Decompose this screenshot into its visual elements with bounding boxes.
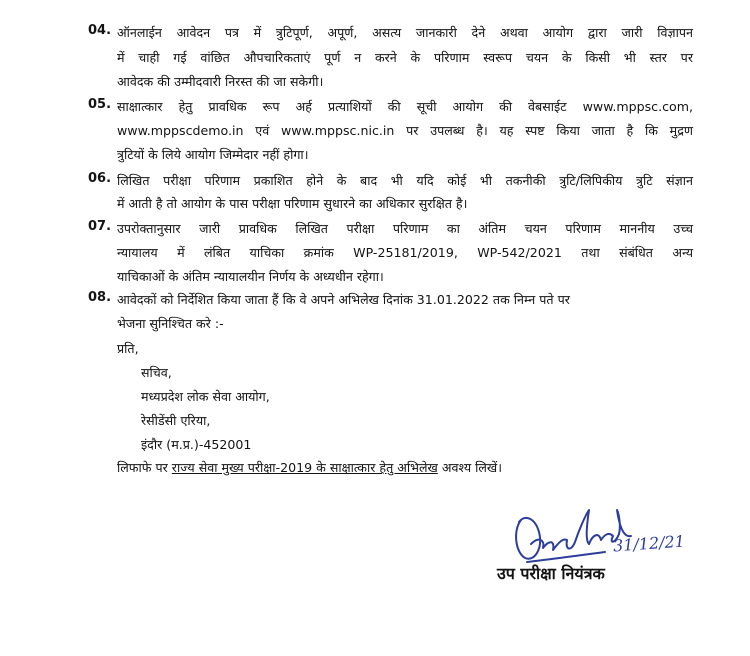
item-04-line-3: आवेदक की उम्मीदवारी निरस्त की जा सकेगी।: [117, 74, 324, 89]
envelope-underlined-text: राज्य सेवा मुख्य परीक्षा-2019 के साक्षात्कार हेतु अभिलेख: [171, 460, 438, 475]
envelope-suffix: अवश्य लिखें।: [437, 460, 503, 475]
item-04-line-2: में चाही गई वांछित औपचारिकताएं पूर्ण न करने के परिणाम स्वरूप चयन के किसी भी स्तर पर: [117, 50, 693, 65]
address-salutation: प्रति,: [117, 341, 139, 356]
address-line: सचिव,: [141, 365, 172, 380]
item-07-line-3: याचिकाओं के अंतिम न्यायालयीन निर्णय के अध्यधीन रहेगा।: [117, 269, 384, 284]
address-line: रेसीडेंसी एरिया,: [141, 413, 211, 428]
item-05-line-1: साक्षात्कार हेतु प्रावधिक रूप अर्ह प्रत्याशियों की सूची आयोग की वेबसाईट www.mppsc.com,: [117, 99, 693, 114]
envelope-prefix: लिफाफे पर: [117, 460, 172, 475]
item-06-line-2: में आती है तो आयोग के पास परीक्षा परिणाम सुधारने का अधिकार सुरक्षित है।: [117, 196, 468, 211]
designation: उप परीक्षा नियंत्रक: [497, 564, 605, 583]
signature-date: 31/12/21: [612, 531, 686, 556]
item-number: 07.: [88, 219, 112, 234]
item-07-line-1: उपरोक्तानुसार जारी प्रावधिक लिखित परीक्षा परिणाम का अंतिम चयन परिणाम माननीय उच्च: [117, 221, 693, 236]
item-04-line-1: ऑनलाईन आवेदन पत्र में त्रुटिपूर्ण, अपूर्ण, असत्य जानकारी देने अथवा आयोग द्वारा जारी विज्ञापन: [117, 25, 693, 40]
address-line: इंदौर (म.प्र.)-452001: [141, 437, 252, 452]
item-07-line-2: न्यायालय में लंबित याचिका क्रमांक WP-25181/2019, WP-542/2021 तथा संबंधित अन्य: [117, 245, 693, 260]
item-08-line-1: आवेदकों को निर्देशित किया जाता हैं कि वे अपने अभिलेख दिनांक 31.01.2022 तक निम्न पते पर: [117, 292, 570, 307]
item-number: 04.: [88, 23, 112, 38]
item-08-line-2: भेजना सुनिश्चित करे :-: [117, 316, 224, 331]
item-05-line-3: त्रुटियों के लिये आयोग जिम्मेदार नहीं होगा।: [117, 147, 309, 162]
item-number: 05.: [88, 97, 112, 112]
item-05-line-2: www.mppscdemo.in एवं www.mppsc.nic.in पर उपलब्ध है। यह स्पष्ट किया जाता है कि मुद्रण: [117, 123, 693, 138]
item-number: 06.: [88, 171, 112, 186]
address-line: मध्यप्रदेश लोक सेवा आयोग,: [141, 389, 270, 404]
envelope-note: [117, 459, 502, 476]
item-number: 08.: [88, 290, 112, 305]
item-06-line-1: लिखित परीक्षा परिणाम प्रकाशित होने के बाद भी यदि कोई भी तकनीकी त्रुटि/लिपिकीय त्रुटि संज्ञान: [117, 173, 693, 188]
